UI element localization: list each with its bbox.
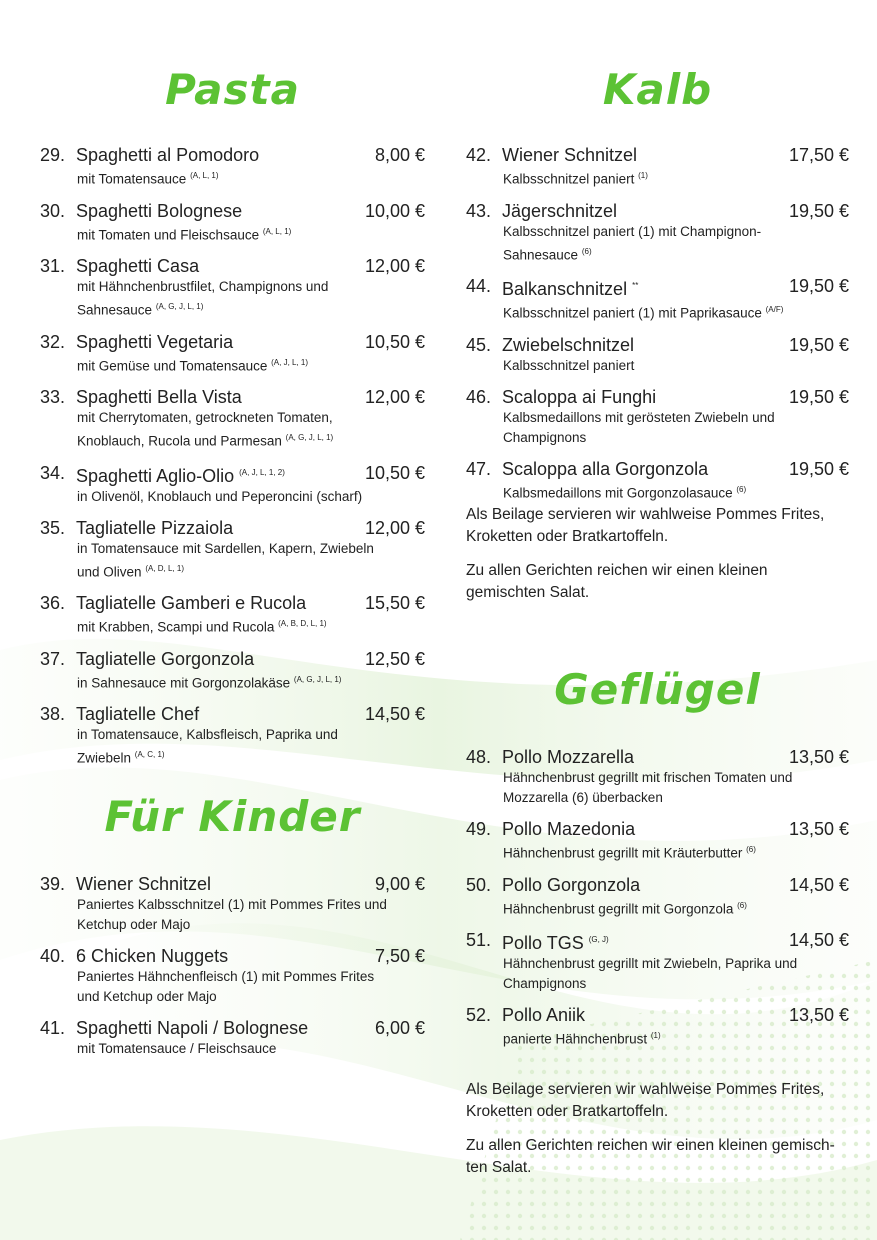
section-title-kalb: Kalb	[602, 65, 713, 114]
menu-item-name-wrap	[76, 648, 365, 670]
menu-item-price: 10,50 €	[364, 462, 425, 483]
menu-item-header	[40, 386, 425, 408]
menu-item-name-wrap	[76, 517, 365, 539]
menu-item-price: 19,50 €	[788, 276, 849, 296]
menu-item	[466, 200, 849, 266]
menu-item-name-wrap	[502, 458, 789, 480]
menu-item	[40, 648, 425, 694]
allergen-codes: (A, G, J, L, 1)	[293, 674, 342, 684]
menu-item-name: Spaghetti Bolognese	[76, 200, 243, 221]
menu-item-name: Balkanschnitzel	[502, 279, 628, 299]
menu-item-number: 31.	[40, 256, 66, 276]
menu-item	[466, 818, 849, 864]
menu-item-number: 48.	[466, 747, 492, 767]
menu-item-description-wrap	[77, 895, 425, 935]
menu-item-description-wrap	[503, 840, 849, 864]
menu-item-name-wrap	[76, 1017, 375, 1039]
menu-item-name-wrap	[76, 255, 365, 277]
kalb-side-dish-note: Als Beilage servieren wir wahlweise Pommes Frites, Kroketten oder Bratkartoffeln.	[466, 506, 825, 545]
menu-item-price: 14,50 €	[788, 930, 849, 950]
menu-item-description: Kalbsschnitzel paniert	[503, 171, 635, 187]
menu-item-name: Jägerschnitzel	[502, 200, 618, 221]
menu-item-name-wrap	[76, 945, 375, 967]
menu-item-number: 49.	[466, 819, 492, 839]
menu-item-name-wrap	[502, 929, 789, 954]
menu-item	[40, 386, 425, 452]
menu-item	[40, 331, 425, 377]
gefluegel-salad-note: Zu allen Gerichten reichen wir einen kleinen gemisch-ten Salat.	[466, 1137, 835, 1176]
menu-item-description: mit Hähnchenbrustfilet, Champignons und Sahnesauce	[77, 279, 329, 318]
allergen-codes: (A, G, J, L, 1)	[285, 433, 334, 442]
section-title-kinder: Für Kinder	[104, 792, 361, 841]
menu-item-name: Tagliatelle Gorgonzola	[76, 648, 255, 669]
menu-item-header	[466, 874, 849, 896]
menu-item-price: 19,50 €	[788, 458, 849, 479]
menu-item-number: 36.	[40, 593, 66, 613]
menu-item-header	[466, 144, 849, 166]
menu-item-name: Spaghetti Aglio-Olio	[76, 465, 235, 486]
menu-item-name-wrap	[502, 1004, 789, 1026]
allergen-codes: (6)	[746, 845, 756, 854]
menu-item-header	[466, 1004, 849, 1026]
menu-item-price: 10,50 €	[364, 331, 425, 352]
menu-item-price: 10,00 €	[364, 200, 425, 221]
menu-item-price: 13,50 €	[788, 1005, 849, 1025]
allergen-codes: (A, B, D, L, 1)	[278, 619, 327, 628]
menu-item-description: Paniertes Hähnchenfleisch (1) mit Pommes Frites und Ketchup oder Majo	[77, 969, 375, 1004]
menu-item-price: 6,00 €	[374, 1018, 425, 1038]
menu-item-description-wrap	[77, 539, 425, 583]
menu-item	[466, 334, 849, 376]
allergen-codes: (1)	[650, 1031, 661, 1040]
menu-item-number: 46.	[466, 386, 492, 407]
menu-item-description: Paniertes Kalbsschnitzel (1) mit Pommes Frites und Ketchup oder Majo	[77, 897, 387, 932]
menu-item-price: 13,50 €	[788, 747, 849, 767]
menu-item-description-wrap	[77, 487, 425, 507]
menu-item-description: mit Krabben, Scampi und Rucola	[77, 619, 275, 635]
menu-item-price: 7,50 €	[374, 946, 425, 966]
menu-item-header	[40, 255, 425, 277]
menu-item-description: Hähnchenbrust gegrillt mit Zwiebeln, Paprika und Champignons	[503, 956, 798, 991]
allergen-codes: (A/F)	[765, 305, 784, 314]
menu-item-price: 15,50 €	[364, 593, 425, 613]
menu-item-name: Wiener Schnitzel	[502, 145, 638, 165]
menu-item-name: Spaghetti Casa	[76, 256, 200, 276]
menu-item-header	[40, 592, 425, 614]
menu-item-name: Wiener Schnitzel	[76, 874, 212, 894]
menu-item-name: Pollo Aniik	[502, 1005, 586, 1025]
allergen-codes: (A, D, L, 1)	[145, 563, 184, 573]
menu-item-description: Kalbsschnitzel paniert	[503, 357, 635, 373]
menu-item-price: 17,50 €	[788, 145, 849, 165]
menu-item-number: 45.	[466, 334, 492, 355]
menu-item-name: Tagliatelle Pizzaiola	[76, 517, 234, 538]
menu-item-name-wrap	[76, 386, 365, 408]
menu-item-number: 33.	[40, 387, 66, 407]
menu-item-description: mit Cherrytomaten, getrockneten Tomaten, Knoblauch, Rucola und Parmesan	[77, 410, 333, 449]
gefluegel-side-dish-note: Als Beilage servieren wir wahlweise Pommes Frites, Kroketten oder Bratkartoffeln.	[466, 1081, 825, 1120]
menu-item	[40, 592, 425, 638]
menu-item	[466, 144, 849, 190]
menu-item	[466, 386, 849, 448]
menu-item-price: 13,50 €	[788, 819, 849, 839]
menu-item-price: 12,00 €	[364, 256, 425, 276]
menu-item-price: 14,50 €	[364, 704, 425, 724]
allergen-codes: (6)	[581, 246, 592, 256]
menu-item-description: Kalbsmedaillons mit gerösteten Zwiebeln und Champignons	[503, 409, 775, 445]
menu-item-header	[466, 746, 849, 768]
menu-item	[466, 458, 849, 504]
menu-item-header	[466, 458, 849, 480]
menu-item-number: 39.	[40, 874, 66, 894]
allergen-codes: (G, J)	[588, 935, 609, 944]
menu-item-number: 47.	[466, 458, 492, 479]
menu-item-name: Scaloppa ai Funghi	[502, 386, 657, 407]
menu-item-description-wrap	[503, 222, 849, 266]
menu-item-description-wrap	[77, 277, 425, 321]
gefluegel-menu-list	[466, 746, 849, 1060]
menu-item-header	[40, 873, 425, 895]
menu-item-header	[466, 386, 849, 408]
menu-item-number: 50.	[466, 874, 492, 895]
menu-item-name: Pollo Mozzarella	[502, 747, 635, 767]
menu-item-description-wrap	[503, 356, 849, 376]
allergen-codes: (1)	[638, 171, 648, 180]
menu-item-name-wrap	[502, 144, 789, 166]
allergen-codes: **	[632, 281, 639, 290]
menu-item-description: in Tomatensauce mit Sardellen, Kapern, Zwiebeln und Oliven	[77, 540, 374, 579]
menu-item-header	[40, 144, 425, 166]
menu-item-price: 19,50 €	[788, 334, 849, 355]
menu-item	[466, 874, 849, 920]
menu-item-description-wrap	[503, 954, 849, 994]
menu-item-price: 12,50 €	[364, 648, 425, 669]
menu-item-name: Pollo Mazedonia	[502, 819, 636, 839]
menu-item-name: Spaghetti Napoli / Bolognese	[76, 1018, 309, 1038]
menu-item-description-wrap	[503, 1026, 849, 1050]
menu-item-description-wrap	[503, 768, 849, 808]
menu-item-description-wrap	[77, 670, 425, 694]
allergen-codes: (6)	[736, 484, 747, 494]
menu-item	[40, 144, 425, 190]
menu-item	[40, 945, 425, 1007]
menu-item-name-wrap	[76, 703, 365, 725]
menu-item-description: panierte Hähnchenbrust	[503, 1031, 648, 1047]
menu-item-description: mit Tomaten und Fleischsauce	[77, 227, 260, 242]
menu-item-number: 43.	[466, 200, 492, 221]
menu-item-name: Spaghetti Bella Vista	[76, 387, 242, 407]
allergen-codes: (A, J, L, 1, 2)	[239, 467, 285, 477]
menu-item-name: Zwiebelschnitzel	[502, 334, 635, 355]
menu-item-name: 6 Chicken Nuggets	[76, 946, 229, 966]
menu-item-number: 37.	[40, 648, 66, 669]
pasta-menu-list	[40, 144, 425, 779]
menu-item-description-wrap	[503, 480, 849, 504]
menu-item-name-wrap	[502, 874, 789, 896]
menu-item	[40, 200, 425, 246]
menu-item	[40, 703, 425, 769]
menu-item-number: 44.	[466, 276, 492, 296]
menu-item-header	[466, 275, 849, 300]
menu-item-header	[40, 945, 425, 967]
section-title-gefluegel: Geflügel	[554, 665, 761, 714]
menu-item-name-wrap	[502, 818, 789, 840]
menu-item-number: 32.	[40, 331, 66, 352]
menu-item-description-wrap	[503, 408, 849, 448]
menu-item-name: Pollo TGS	[502, 933, 584, 953]
menu-item-description: Hähnchenbrust gegrillt mit Kräuterbutter	[503, 845, 743, 861]
menu-item-name-wrap	[76, 873, 375, 895]
menu-item-description: mit Tomatensauce / Fleischsauce	[77, 1041, 277, 1056]
menu-item-description-wrap	[77, 408, 425, 452]
allergen-codes: (6)	[737, 900, 747, 910]
menu-item-description-wrap	[503, 896, 849, 920]
menu-item	[466, 746, 849, 808]
menu-item-name: Pollo Gorgonzola	[502, 874, 641, 895]
menu-item-number: 52.	[466, 1005, 492, 1025]
menu-item-header	[40, 1017, 425, 1039]
allergen-codes: (A, C, 1)	[134, 750, 165, 759]
menu-item-description-wrap	[77, 1039, 425, 1059]
menu-item	[40, 873, 425, 935]
menu-item-number: 30.	[40, 200, 66, 221]
menu-item-description-wrap	[77, 967, 425, 1007]
menu-item-description-wrap	[77, 166, 425, 190]
menu-item-name-wrap	[76, 200, 365, 222]
menu-item-header	[40, 200, 425, 222]
allergen-codes: (A, J, L, 1)	[271, 357, 309, 367]
menu-item-price: 19,50 €	[788, 386, 849, 407]
menu-item-description: Kalbsmedaillons mit Gorgonzolasauce	[503, 485, 733, 500]
menu-item-name-wrap	[502, 200, 789, 222]
menu-item-header	[466, 929, 849, 954]
menu-item	[466, 1004, 849, 1050]
allergen-codes: (A, L, 1)	[262, 226, 292, 236]
menu-item-name-wrap	[502, 746, 789, 768]
kalb-menu-list	[466, 144, 849, 513]
menu-item-number: 34.	[40, 462, 66, 483]
menu-item-description-wrap	[503, 300, 849, 324]
menu-item-price: 9,00 €	[374, 874, 425, 894]
menu-item-header	[40, 331, 425, 353]
menu-item-description: Kalbsschnitzel paniert (1) mit Paprikasauce	[503, 305, 762, 321]
menu-item-name: Spaghetti Vegetaria	[76, 331, 234, 352]
menu-item-description-wrap	[77, 725, 425, 769]
menu-item-header	[466, 818, 849, 840]
menu-item-number: 38.	[40, 704, 66, 724]
menu-item-name-wrap	[76, 462, 365, 487]
menu-item-price: 12,00 €	[364, 387, 425, 407]
allergen-codes: (A, G, J, L, 1)	[155, 302, 204, 311]
menu-item-description: mit Tomatensauce	[77, 171, 187, 187]
menu-item-header	[40, 517, 425, 539]
menu-item-name-wrap	[502, 386, 789, 408]
menu-item-name-wrap	[76, 144, 375, 166]
menu-item-description-wrap	[77, 614, 425, 638]
menu-item-number: 40.	[40, 946, 66, 966]
menu-item-name-wrap	[502, 275, 789, 300]
menu-item-number: 35.	[40, 517, 66, 538]
menu-item	[40, 255, 425, 321]
allergen-codes: (A, L, 1)	[190, 171, 219, 180]
menu-item-name: Tagliatelle Gamberi e Rucola	[76, 593, 307, 613]
menu-item	[466, 275, 849, 324]
kinder-menu-list	[40, 873, 425, 1069]
menu-item-name-wrap	[76, 592, 365, 614]
menu-item-description-wrap	[77, 222, 425, 246]
menu-item	[466, 929, 849, 994]
menu-item	[40, 517, 425, 583]
menu-item-description-wrap	[503, 166, 849, 190]
menu-item-description: mit Gemüse und Tomatensauce	[77, 358, 268, 373]
menu-item-number: 51.	[466, 930, 492, 950]
menu-item	[40, 1017, 425, 1059]
menu-item-name: Scaloppa alla Gorgonzola	[502, 458, 709, 479]
menu-item-name: Spaghetti al Pomodoro	[76, 145, 260, 165]
menu-item-name-wrap	[76, 331, 365, 353]
menu-item-description: in Tomatensauce, Kalbsfleisch, Paprika und Zwiebeln	[77, 727, 338, 766]
menu-item-description: Kalbsschnitzel paniert (1) mit Champignon-Sahnesauce	[503, 223, 762, 262]
menu-item-header	[466, 334, 849, 356]
menu-item-price: 14,50 €	[788, 874, 849, 895]
menu-item-description-wrap	[77, 353, 425, 377]
menu-item-price: 12,00 €	[364, 517, 425, 538]
menu-item-description: Hähnchenbrust gegrillt mit frischen Tomaten und Mozzarella (6) überbacken	[503, 770, 793, 805]
menu-item-description: in Sahnesauce mit Gorgonzolakäse	[77, 675, 291, 690]
kalb-salad-note: Zu allen Gerichten reichen wir einen kleinen gemischten Salat.	[466, 562, 768, 601]
menu-item-price: 8,00 €	[374, 145, 425, 165]
menu-item-description: Hähnchenbrust gegrillt mit Gorgonzola	[503, 901, 734, 916]
menu-item-header	[40, 703, 425, 725]
menu-item-header	[466, 200, 849, 222]
menu-item-number: 41.	[40, 1018, 66, 1038]
menu-item-name: Tagliatelle Chef	[76, 704, 200, 724]
menu-item-header	[40, 648, 425, 670]
menu-item-header	[40, 462, 425, 487]
section-title-pasta: Pasta	[165, 65, 300, 114]
menu-item	[40, 462, 425, 507]
menu-item-number: 29.	[40, 145, 66, 165]
menu-item-name-wrap	[502, 334, 789, 356]
menu-item-price: 19,50 €	[788, 200, 849, 221]
menu-item-description: in Olivenöl, Knoblauch und Peperoncini (scharf)	[77, 488, 363, 504]
menu-item-number: 42.	[466, 145, 492, 165]
